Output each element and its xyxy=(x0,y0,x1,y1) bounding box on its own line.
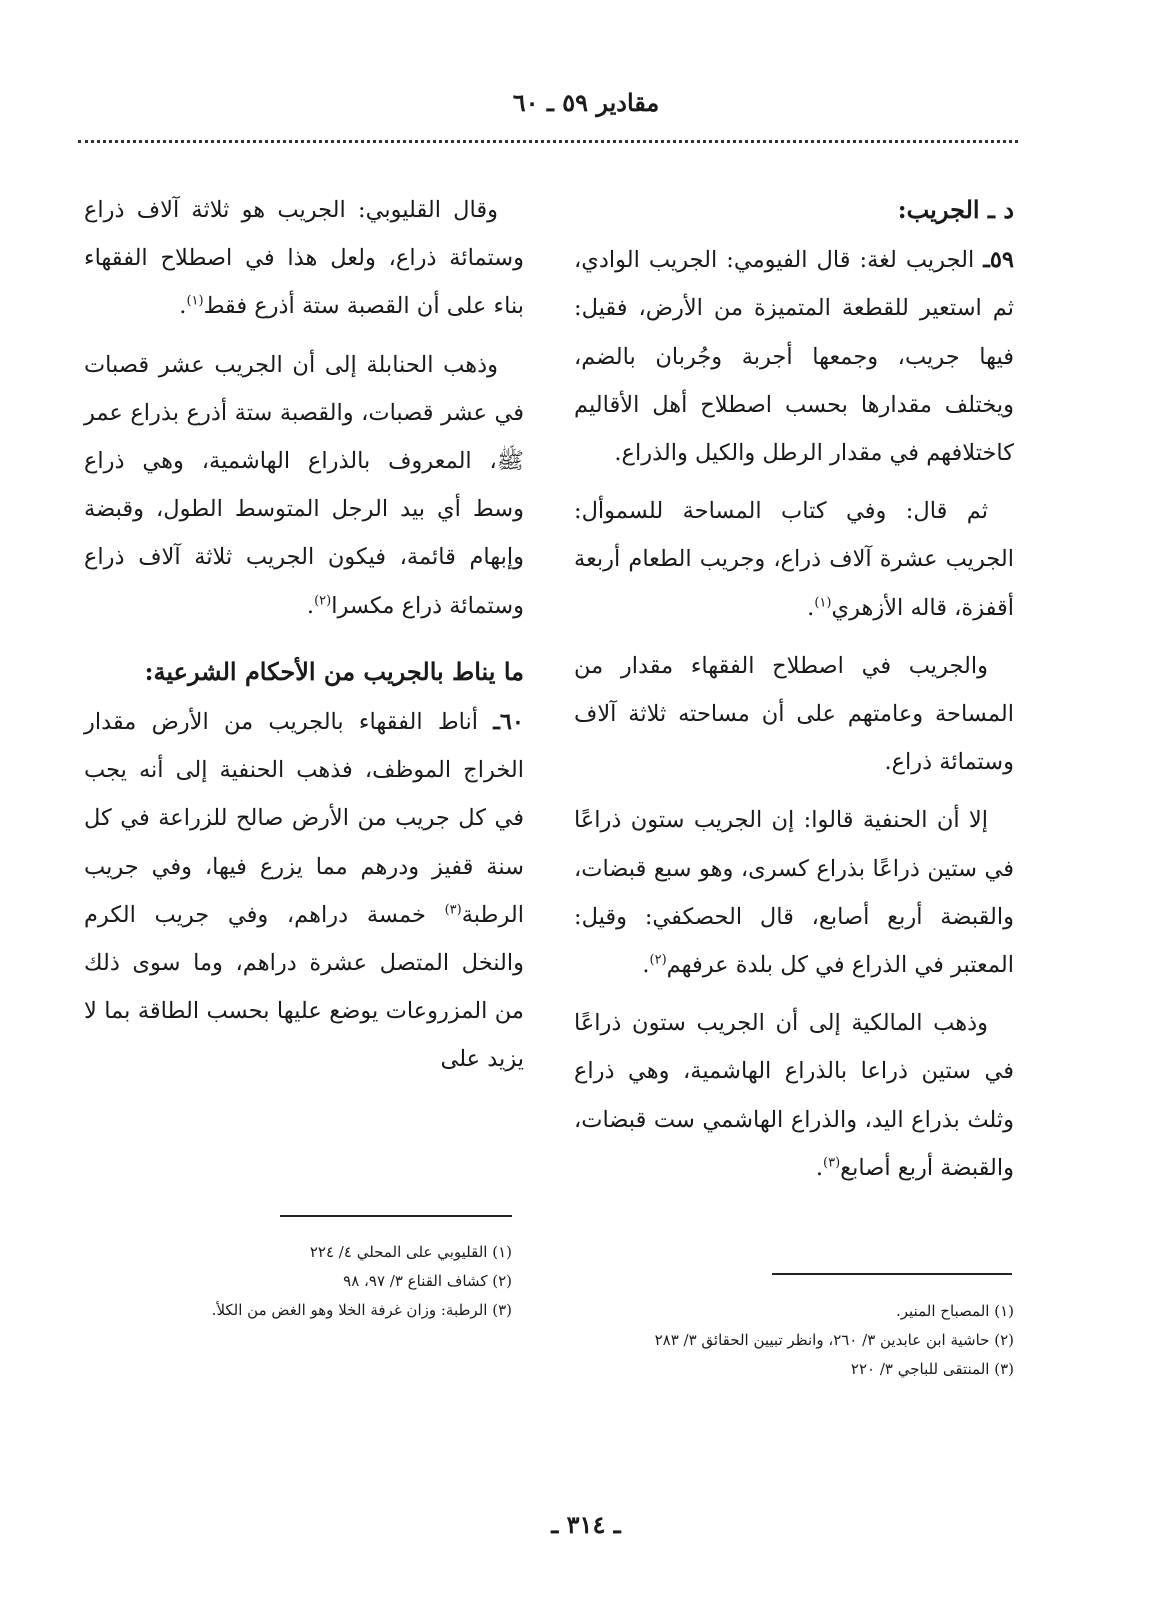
footnote-item: (٢) حاشية ابن عابدين ٣/ ٢٦٠، وانظر تبيين الحقائق ٣/ ٢٨٣ xyxy=(654,1331,1014,1349)
footnote-item: (١) القليوبي على المحلي ٤/ ٢٢٤ xyxy=(309,1243,512,1261)
footnote-ref-1: (١) xyxy=(814,595,832,611)
paragraph-malikiyya-text: وذهب المالكية إلى أن الجريب ستون ذراعًا في ستين ذراعا بالذراع الهاشمية، وهي ذراع وثلث بذراع اليد، والذراع الهاشمي ست قبضات، والقبضة أربع أصابع xyxy=(574,1010,1014,1181)
paragraph-number-59: ٥٩ـ xyxy=(983,247,1014,274)
footnote-item: (٢) كشاف القناع ٣/ ٩٧، ٩٨ xyxy=(343,1272,512,1290)
footnote-item: (٣) الرطبة: وزان غرفة الخلا وهو الغض من الكلأ. xyxy=(211,1301,512,1319)
footnotes-left xyxy=(72,1238,512,1325)
paragraph-hanabila: وذهب الحنابلة إلى أن الجريب عشر قصبات في عشر قصبات، والقصبة ستة أذرع بذراع عمر ﷺ، المعروف بالذراع الهاشمية، وهي ذراع وسط أي بيد الرجل المتوسط الطول، وقبضة وإبهام قائمة، فيكون الجريب ثلاثة آلاف ذراع وستمائة ذراع مكسرا$^{(٢)}$. xyxy=(84,351,524,619)
paragraph-number-60: ٦٠ـ xyxy=(493,709,525,736)
footnotes-right xyxy=(574,1297,1014,1384)
paragraph-hanabila-text: وذهب الحنابلة إلى أن الجريب عشر قصبات في عشر قصبات، والقصبة ستة أذرع بذراع عمر ﷺ، المعروف بالذراع الهاشمية، وهي ذراع وسط أي بيد الرجل المتوسط الطول، وقبضة وإبهام قائمة، فيكون الجريب ثلاثة آلاف ذراع وستمائة ذراع مكسرا xyxy=(84,351,524,619)
footnote-item: (٣) المنتقى للباجي ٣/ ٢٢٠ xyxy=(850,1360,1014,1378)
paragraph-60-text-b: خمسة دراهم، وفي جريب الكرم والنخل المتصل عشرة دراهم، وما سوى ذلك من المزروعات يوضع عليها بحسب الطاقة بما لا يزيد على xyxy=(84,901,524,1073)
paragraph-59 xyxy=(574,236,1014,477)
paragraph-59-text: الجريب لغة: قال الفيومي: الجريب الوادي، ثم استعير للقطعة المتميزة من الأرض، فقيل: فيها جريب، وجمعها أجربة وجُربان بالضم، ويختلف مقدارها بحسب اصطلاح أهل الأقاليم كاختلافهم في مقدار الرطل والكيل والذراع. xyxy=(574,247,1014,467)
footnote-ref-2: (٢) xyxy=(314,593,332,609)
header-dotted-rule xyxy=(78,140,1018,143)
footnote-ref-3: (٣) xyxy=(444,902,462,918)
right-column xyxy=(574,186,1014,1202)
footnote-ref-1: (١) xyxy=(186,293,204,309)
paragraph-60 xyxy=(84,698,524,1084)
footnote-ref-2: (٢) xyxy=(649,952,667,968)
paragraph-60-text-a: أناط الفقهاء بالجريب من الأرض مقدار الخراج الموظف، فذهب الحنفية إلى أنه يجب في كل جريب من الأرض صالح للزراعة في كل سنة قفيز ودرهم مما يزرع فيها، وفي جريب الرطبة xyxy=(84,709,524,928)
section-heading-ahkam: ما يناط بالجريب من الأحكام الشرعية: xyxy=(144,656,524,686)
section-heading-jarib: د ـ الجريب: xyxy=(897,195,1014,224)
paragraph-fuqaha: والجريب في اصطلاح الفقهاء مقدار من المساحة وعامتهم على أن مساحته ثلاثة آلاف وستمائة ذراع. xyxy=(574,652,1014,776)
paragraph-hanafiyya: إلا أن الحنفية قالوا: إن الجريب ستون ذراعًا في ستين ذراعًا بذراع كسرى، وهو سبع قبضات، والقبضة أربع أصابع، قال الحصكفي: وقيل: المعتبر في الذراع في كل بلدة عرفهم$^{(٢)}$. xyxy=(574,807,1014,979)
page-number: ـ ٣١٤ ـ xyxy=(551,1510,621,1539)
paragraph-hanafiyya-text: إلا أن الحنفية قالوا: إن الجريب ستون ذراعًا في ستين ذراعًا بذراع كسرى، وهو سبع قبضات، والقبضة أربع أصابع، قال الحصكفي: وقيل: المعتبر في الذراع في كل بلدة عرفهم xyxy=(574,807,1014,979)
running-header: مقادير ٥٩ ـ ٦٠ xyxy=(512,88,660,117)
left-column xyxy=(84,186,524,1094)
footnote-item: (١) المصباح المنير. xyxy=(895,1302,1014,1320)
footnote-separator-left xyxy=(280,1215,512,1217)
footnote-ref-3: (٣) xyxy=(823,1155,841,1171)
paragraph-samawal: ثم قال: وفي كتاب المساحة للسموأل: الجريب عشرة آلاف ذراع، وجريب الطعام أربعة أقفزة، قاله الأزهري$^{(١)}$. xyxy=(574,498,1014,621)
footnote-separator-right xyxy=(772,1273,1012,1275)
paragraph-samawal-text: ثم قال: وفي كتاب المساحة للسموأل: الجريب عشرة آلاف ذراع، وجريب الطعام أربعة أقفزة، قاله الأزهري xyxy=(574,498,1014,621)
paragraph-malikiyya: وذهب المالكية إلى أن الجريب ستون ذراعًا في ستين ذراعا بالذراع الهاشمية، وهي ذراع وثلث بذراع اليد، والذراع الهاشمي ست قبضات، والقبضة أربع أصابع$^{(٣)}$. xyxy=(574,1010,1014,1181)
paragraph-qalyubi: وقال القليوبي: الجريب هو ثلاثة آلاف ذراع وستمائة ذراع، ولعل هذا في اصطلاح الفقهاء بناء على أن القصبة ستة أذرع فقط$^{(١)}$. xyxy=(84,197,524,320)
paragraph-qalyubi-text: وقال القليوبي: الجريب هو ثلاثة آلاف ذراع وستمائة ذراع، ولعل هذا في اصطلاح الفقهاء بناء على أن القصبة ستة أذرع فقط xyxy=(84,197,524,320)
